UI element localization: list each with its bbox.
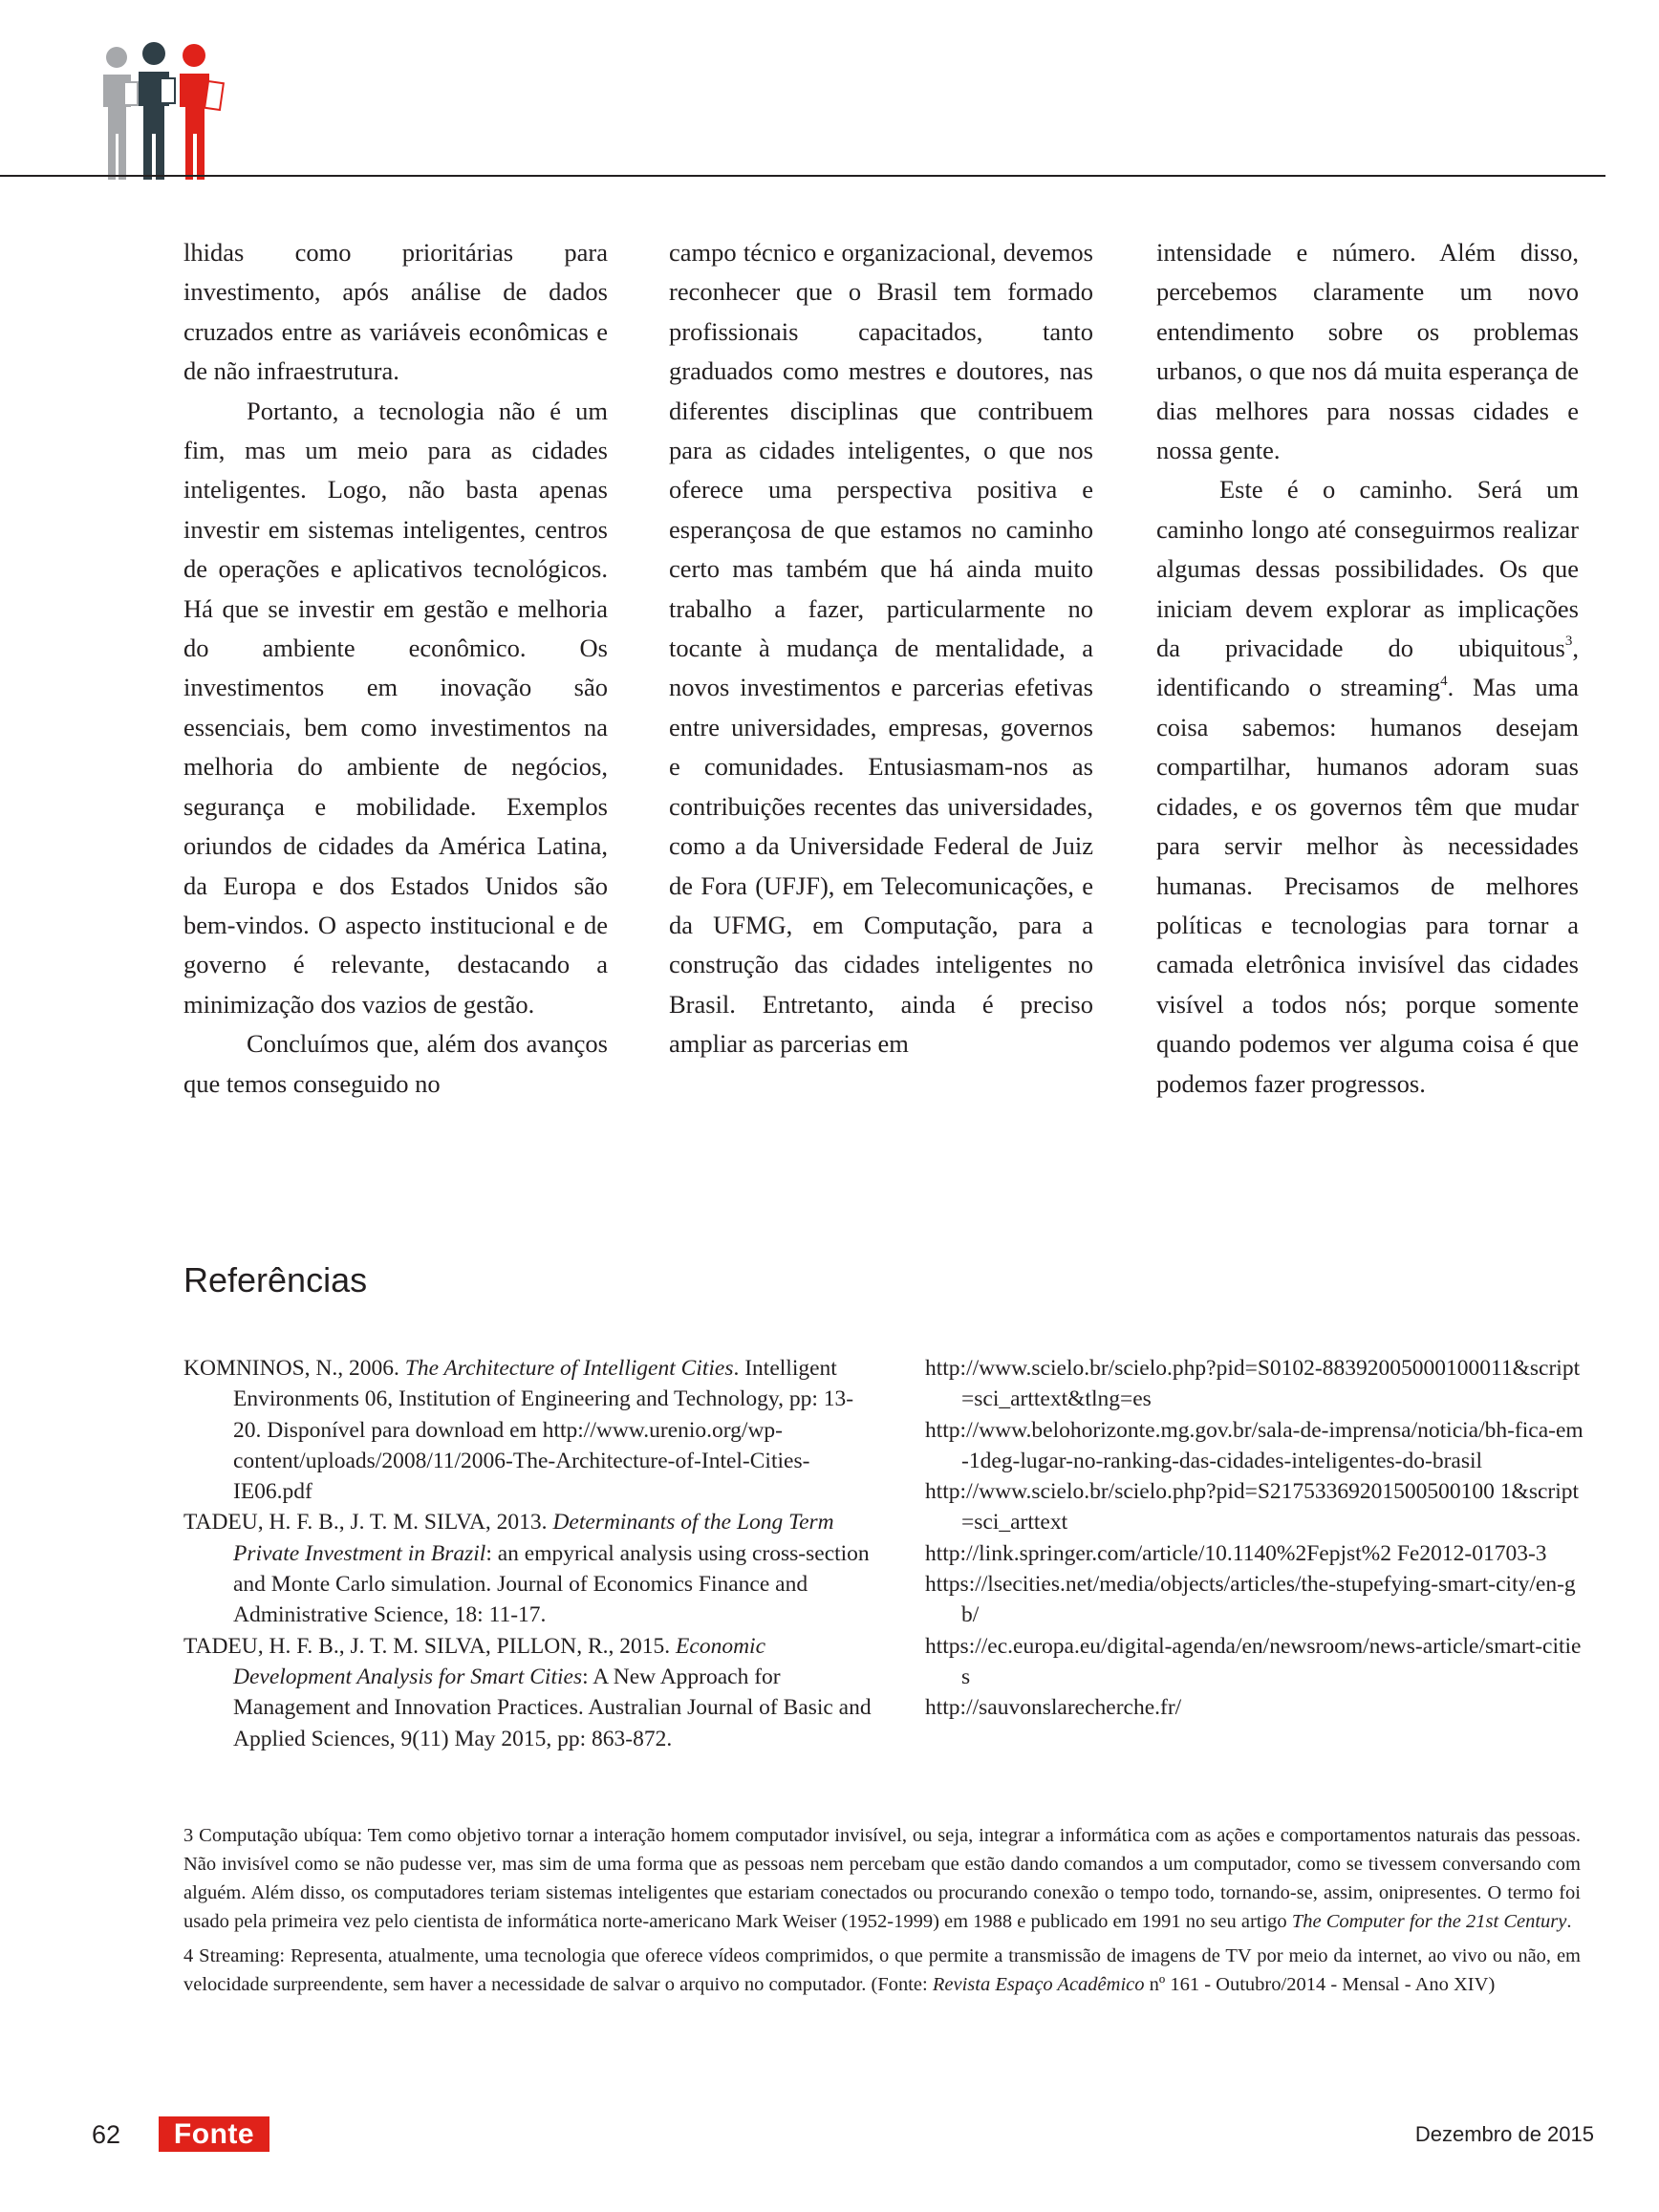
reference-authors: KOMNINOS, N., 2006. xyxy=(183,1356,405,1381)
text-column-1 xyxy=(183,233,608,1104)
reference-links xyxy=(925,1353,1584,1724)
reference-link[interactable]: https://ec.europa.eu/digital-agenda/en/newsroom/news-article/smart-cities xyxy=(925,1633,1582,1689)
reference-authors: TADEU, H. F. B., J. T. M. SILVA, 2013. xyxy=(183,1510,553,1536)
reference-title: Economic Development Analysis for Smart Cities xyxy=(233,1633,765,1689)
reference-authors: TADEU, H. F. B., J. T. M. SILVA, PILLON, R., 2015. xyxy=(183,1633,677,1659)
reference-link[interactable]: http://link.springer.com/article/10.1140%2Fepjst%2 Fe2012-01703-3 xyxy=(925,1540,1547,1566)
text-column-3 xyxy=(1156,233,1579,1104)
footnote-marker[interactable]: 3 xyxy=(1564,634,1573,650)
paragraph: lhidas como prioritárias para investimento, após análise de dados cruzados entre as variáveis econômicas e de não infraestrutura. xyxy=(183,238,608,386)
reference-details: : an empyrical analysis using cross-section and Monte Carlo simulation. Journal of Economics Finance and Administrative Science, 18: 11-17. xyxy=(233,1540,870,1628)
paragraph: Concluímos que, além dos avanços que temos conseguido no xyxy=(183,1029,608,1098)
header-rule xyxy=(0,175,1605,177)
person-red xyxy=(180,44,209,180)
reference-link[interactable]: https://lsecities.net/media/objects/articles/the-stupefying-smart-city/en-gb/ xyxy=(925,1572,1576,1628)
reference-item xyxy=(183,1507,873,1630)
issue-date: Dezembro de 2015 xyxy=(1414,2122,1594,2146)
reference-title: The Architecture of Intelligent Cities xyxy=(404,1356,734,1381)
reference-item xyxy=(183,1353,873,1507)
footnote-text: . xyxy=(1566,1911,1572,1932)
reference-link[interactable]: http://www.scielo.br/scielo.php?pid=S21753369201500500100 1&script=sci_arttext xyxy=(925,1479,1580,1536)
text-span: Este é o caminho. Será um caminho longo até conseguirmos realizar algumas dessas possibilidades. Os que iniciam devem explorar as implicações da privacidade do ubiquitous xyxy=(1156,475,1579,663)
reference-details: . Intelligent Environments 06, Institution of Engineering and Technology, pp: 13-20. Disponível para download em http://www.urenio.org/wp-content/uploads/2008/11/2006-The-Architecture-of-Intel-Cities-IE06.pdf xyxy=(233,1356,854,1505)
text-column-2 xyxy=(669,233,1093,1064)
reference-link[interactable]: http://sauvonslarecherche.fr/ xyxy=(925,1695,1182,1721)
footnote-3 xyxy=(183,1821,1581,1936)
text-span: . Mas uma coisa sabemos: humanos desejam compartilhar, humanos adoram suas cidades, e os governos têm que mudar para servir melhor às necessidades humanas. Precisamos de melhores políticas e tecnologias para tornar a camada eletrônica invisível das cidades visível a todos nós; porque somente quando podemos ver alguma coisa é que podemos fazer progressos. xyxy=(1156,673,1580,1098)
three-people-icon xyxy=(96,40,239,180)
footnote-cited-title: Revista Espaço Acadêmico xyxy=(932,1974,1145,1995)
reference-list xyxy=(183,1353,873,1754)
footnotes xyxy=(183,1821,1581,2005)
footnote-text: 4 Streaming: Representa, atualmente, uma tecnologia que oferece vídeos comprimidos, o que permite a transmissão de imagens de TV por meio da internet, ao vivo ou não, em velocidade surpreendente, sem haver a necessidade de salvar o arquivo no computador. (Fonte: xyxy=(183,1945,1581,1995)
person-dark xyxy=(139,42,169,180)
text-span: , identificando o streaming xyxy=(1156,634,1579,702)
footnote-marker[interactable]: 4 xyxy=(1440,673,1448,689)
reference-link[interactable]: http://www.belohorizonte.mg.gov.br/sala-de-imprensa/noticia/bh-fica-em-1deg-lugar-no-ranking-das-cidades-inteligentes-do-brasil xyxy=(925,1417,1584,1473)
reference-item xyxy=(183,1631,873,1754)
reference-link[interactable]: http://www.scielo.br/scielo.php?pid=S0102-88392005000100011&script=sci_arttext&tlng=es xyxy=(925,1356,1581,1412)
references-heading: Referências xyxy=(183,1260,368,1299)
reference-details: : A New Approach for Management and Innovation Practices. Australian Journal of Basic and Applied Sciences, 9(11) May 2015, pp: 863-872. xyxy=(233,1664,872,1751)
footnote-text: nº 161 - Outubro/2014 - Mensal - Ano XIV) xyxy=(1144,1974,1496,1995)
paragraph xyxy=(1156,470,1579,1104)
footnote-text: 3 Computação ubíqua: Tem como objetivo tornar a interação homem computador invisível, ou seja, integrar a informática com as ações e comportamentos naturais das pessoas. Não invisível como se não pudesse ver, mas sim de uma forma que as pessoas nem percebam que estão dando comandos a um computador, como se tivessem conversando com alguém. Além disso, os computadores teriam sistemas inteligentes que estariam conectados ou procurando conexão o tempo todo, tornando-se, assim, onipresentes. O termo foi usado pela primeira vez pelo cientista de informática norte-americano Mark Weiser (1952-1999) em 1988 e publicado em 1991 no seu artigo xyxy=(183,1825,1581,1932)
footnote-cited-title: The Computer for the 21st Century xyxy=(1291,1911,1567,1932)
paragraph: Portanto, a tecnologia não é um fim, mas um meio para as cidades inteligentes. Logo, não basta apenas investir em sistemas inteligentes, centros de operações e aplicativos tecnológicos. Há que se investir em gestão e melhoria do ambiente econômico. Os investimentos em inovação são essenciais, bem como investimentos na melhoria do ambiente de negócios, segurança e mobilidade. Exemplos oriundos de cidades da América Latina, da Europa e dos Estados Unidos são bem-vindos. O aspecto institucional e de governo é relevante, destacando a minimização dos vazios de gestão. xyxy=(183,396,608,1019)
footnote-4 xyxy=(183,1942,1581,1999)
person-gray xyxy=(103,47,131,180)
reference-title: Determinants of the Long Term Private Investment in Brazil xyxy=(233,1510,834,1566)
page-number: 62 xyxy=(92,2120,121,2149)
brand-logo: Fonte xyxy=(159,2116,269,2152)
paragraph: campo técnico e organizacional, devemos reconhecer que o Brasil tem formado profissionais capacitados, tanto graduados como mestres e doutores, nas diferentes disciplinas que contribuem para as cidades inteligentes, o que nos oferece uma perspectiva positiva e esperançosa de que estamos no caminho certo mas também que há ainda muito trabalho a fazer, particularmente no tocante à mudança de mentalidade, a novos investimentos e parcerias efetivas entre universidades, empresas, governos e comunidades. Entusiasmam-nos as contribuições recentes das universidades, como a da Universidade Federal de Juiz de Fora (UFJF), em Telecomunicações, e da UFMG, em Computação, para a construção das cidades inteligentes no Brasil. Entretanto, ainda é preciso ampliar as parcerias em xyxy=(669,238,1093,1059)
paragraph: intensidade e número. Além disso, percebemos claramente um novo entendimento sobre os problemas urbanos, o que nos dá muita esperança de dias melhores para nossas cidades e nossa gente. xyxy=(1156,238,1579,465)
